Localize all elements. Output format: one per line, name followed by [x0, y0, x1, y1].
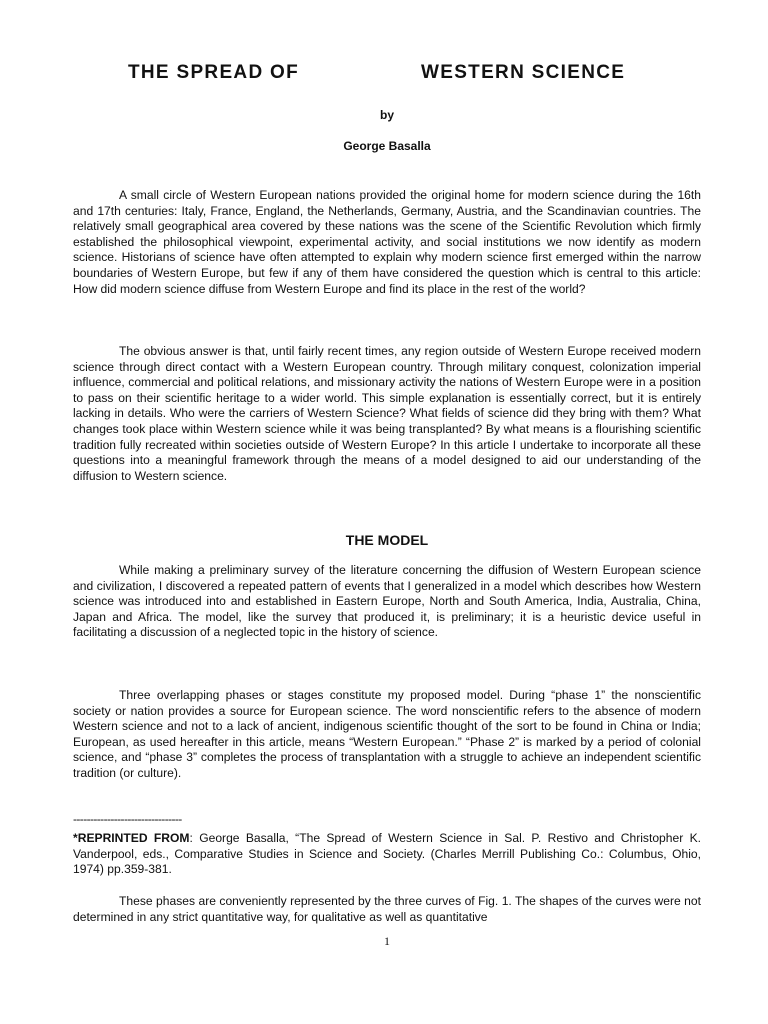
footnote [73, 831, 701, 878]
title-right: WESTERN SCIENCE [421, 62, 626, 83]
document-title [73, 62, 701, 88]
model-paragraph-1: While making a preliminary survey of the literature concerning the diffusion of Western European science and civilization, I discovered a repeated pattern of events that I generalized in a model which describes how Western science was introduced into and established in Eastern Europe, North and South America, India, Australia, China, Japan and Africa. The model, like the survey that produced it, is preliminary; it is a heuristic device useful in facilitating a discussion of a neglected topic in the history of science. [73, 563, 701, 640]
document-page [73, 0, 701, 1024]
intro-paragraph-1: A small circle of Western European nations provided the original home for modern science during the 16th and 17th centuries: Italy, France, England, the Netherlands, Germany, Austria, and the Scandinavian countries. The relatively small geographical area covered by these nations was the scene of the Scientific Revolution which firmly established the philosophical viewpoint, experimental activity, and social institutions we now identify as modern science. Historians of science have often attempted to explain why modern science first emerged within the narrow boundaries of Western Europe, but few if any of them have considered the question which is central to this article: How did modern science diffuse from Western Europe and find its place in the rest of the world? [73, 188, 701, 296]
byline: by [379, 108, 394, 122]
closing-paragraph: These phases are conveniently represented by the three curves of Fig. 1. The shapes of the curves were not determined in any strict quantitative way, for qualitative as well as quantitative [73, 894, 701, 924]
footnote-rule: -------------------------------- [73, 812, 182, 826]
page-number: 1 [384, 934, 390, 948]
author-name: George Basalla [343, 139, 431, 153]
footnote-label: *REPRINTED FROM [73, 831, 190, 845]
section-heading: THE MODEL [345, 532, 429, 548]
model-paragraph-2: Three overlapping phases or stages constitute my proposed model. During “phase 1” the nonscientific society or nation provides a source for European science. The word nonscientific refers to the absence of modern Western science and not to a lack of ancient, indigenous scientific thought of the sort to be found in China or India; European, as used hereafter in this article, means “Western European.” “Phase 2” is marked by a period of colonial science, and “phase 3” completes the process of transplantation with a struggle to achieve an independent scientific tradition (or culture). [73, 688, 701, 780]
title-left: THE SPREAD OF [128, 62, 300, 83]
intro-paragraph-2: The obvious answer is that, until fairly recent times, any region outside of Western Europe received modern science through direct contact with a Western European country. Through military conquest, colonization imperial influence, commercial and political relations, and missionary activity the nations of Western Europe were in a position to pass on their scientific heritage to a wider world. This simple explanation is essentially correct, but it is entirely lacking in details. Who were the carriers of Western Science? What fields of science did they bring with them? What changes took place within Western science while it was being transplanted? By what means is a flourishing scientific tradition fully recreated within societies outside of Western Europe? In this article I undertake to incorporate all these questions into a meaningful framework through the means of a model designed to aid our understanding of the diffusion to Western science. [73, 344, 701, 483]
footnote-text: : George Basalla, “The Spread of Western Science in Sal. P. Restivo and Christopher K. Vanderpool, eds., Comparative Studies in Science and Society. (Charles Merrill Publishing Co.: Columbus, Ohio, 1974) pp.359-381. [73, 831, 701, 877]
